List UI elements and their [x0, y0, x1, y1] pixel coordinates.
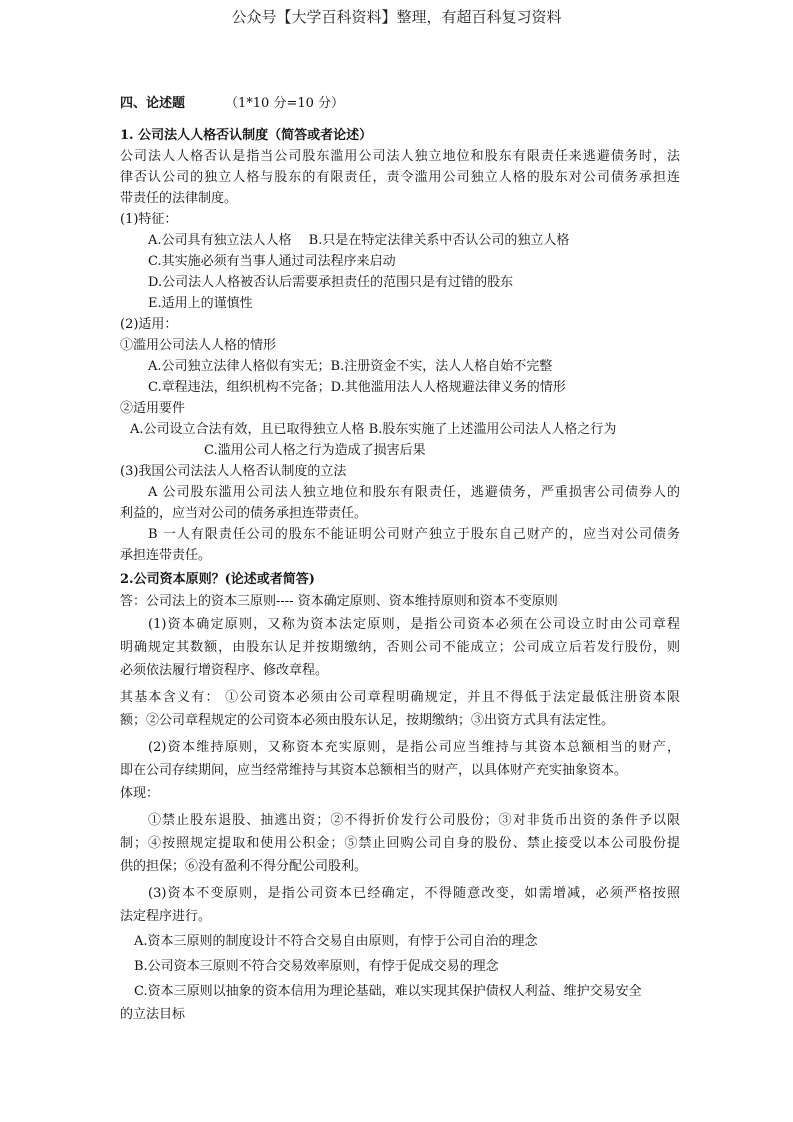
question-2-title: 2.公司资本原则？(论述或者简答) [120, 572, 315, 587]
q1-definition-line: 律否认公司的独立人格与股东的有限责任，责令滥用公司独立人格的股东对公司债务承担连 [120, 170, 680, 185]
q1-feature-item: C.其实施必须有当事人通过司法程序来启动 [148, 254, 396, 269]
section-score: （1*10 分=10 分） [225, 96, 345, 111]
q2-embodiment-line: ①禁止股东退股、抽逃出资；②不得折价发行公司股份；③对非货币出资的条件予以限 [148, 813, 680, 828]
q1-application-heading: (2)适用： [120, 317, 178, 332]
q1-abuse-item: C.章程违法，组织机构不完备；D.其他滥用法人人格规避法律义务的情形 [148, 380, 566, 395]
q1-requirement-item: C.滥用公司人格之行为造成了损害后果 [204, 443, 426, 458]
section-title: 四、论述题 [120, 96, 186, 111]
q1-legislation-heading: (3)我国公司法法人人格否认制度的立法 [120, 464, 347, 479]
document-body [120, 94, 680, 1026]
q2-criticism-item: 的立法目标 [120, 1007, 186, 1022]
q1-features-heading: (1)特征： [120, 212, 178, 227]
q1-legislation-line: 承担连带责任。 [120, 548, 212, 563]
q1-abuse-item: A.公司独立法律人格似有实无；B.注册资金不实，法人人格自始不完整 [148, 359, 553, 374]
q1-feature-item: A.公司具有独立法人人格 B.只是在特定法律关系中否认公司的独立人格 [148, 233, 570, 248]
q1-feature-item: D.公司法人人格被否认后需要承担责任的范围只是有过错的股东 [148, 275, 514, 290]
question-1-title: 1. 公司法人人格否认制度（简答或者论述） [120, 128, 373, 143]
page-header: 公众号【大学百科资料】整理，有超百科复习资料 [231, 8, 562, 26]
q1-abuse-heading: ①滥用公司法人人格的情形 [120, 338, 277, 353]
q1-definition-line: 带责任的法律制度。 [120, 191, 238, 206]
q2-criticism-item: A.资本三原则的制度设计不符合交易自由原则，有悖于公司自治的理念 [134, 934, 538, 949]
q2-answer-intro: 答：公司法上的资本三原则---- 资本确定原则、资本维持原则和资本不变原则 [120, 594, 558, 609]
q2-criticism-item: C.资本三原则以抽象的资本信用为理论基础，难以实现其保护债权人利益、维护交易安全 [134, 984, 642, 999]
q1-requirements-heading: ②适用要件 [120, 401, 186, 416]
q2-capital-constancy: 法定程序进行。 [120, 909, 212, 924]
q1-legislation-line: A 公司股东滥用公司法人独立地位和股东有限责任，逃避债务，严重损害公司债券人的 [148, 485, 680, 500]
q1-feature-item: E.适用上的谨慎性 [148, 296, 253, 311]
q2-embodiment-line: 供的担保；⑥没有盈利不得分配公司股利。 [120, 859, 368, 874]
q2-capital-constancy: (3)资本不变原则，是指公司资本已经确定，不得随意改变，如需增减，必须严格按照 [148, 886, 680, 901]
section-heading [120, 94, 680, 118]
q2-basic-meaning: 额；②公司章程规定的公司资本必须由股东认足，按期缴纳；③出资方式具有法定性。 [120, 713, 615, 728]
q1-legislation-line: 利益的，应当对公司的债务承担连带责任。 [120, 506, 368, 521]
q2-capital-maintenance: 即在公司存续期间，应当经常维持与其资本总额相当的财产，以具体财产充实抽象资本。 [120, 763, 628, 778]
q2-capital-determination: 明确规定其数额，由股东认足并按期缴纳，否则公司不能成立；公司成立后若发行股份，则 [120, 640, 680, 655]
q2-capital-maintenance: (2)资本维持原则，又称资本充实原则，是指公司应当维持与其资本总额相当的财产， [148, 740, 680, 755]
q2-basic-meaning: 其基本含义有： ①公司资本必须由公司章程明确规定，并且不得低于法定最低注册资本限 [120, 690, 680, 705]
q2-capital-determination: (1)资本确定原则，又称为资本法定原则，是指公司资本必须在公司设立时由公司章程 [148, 617, 680, 632]
q1-definition-line: 公司法人人格否认是指当公司股东滥用公司法人独立地位和股东有限责任来逃避债务时，法 [120, 149, 680, 164]
q1-requirement-item: A.公司设立合法有效，且已取得独立人格 B.股东实施了上述滥用公司法人人格之行为 [130, 422, 617, 437]
q1-legislation-line: B 一人有限责任公司的股东不能证明公司财产独立于股东自己财产的，应当对公司债务 [148, 527, 680, 542]
q2-embodiment-line: 制；④按照规定提取和使用公积金；⑤禁止回购公司自身的股份、禁止接受以本公司股份提 [120, 836, 680, 851]
q2-capital-determination: 必须依法履行增资程序、修改章程。 [120, 663, 329, 678]
q2-embodiment-heading: 体现： [120, 786, 160, 801]
q2-criticism-item: B.公司资本三原则不符合交易效率原则，有悖于促成交易的理念 [134, 959, 499, 974]
